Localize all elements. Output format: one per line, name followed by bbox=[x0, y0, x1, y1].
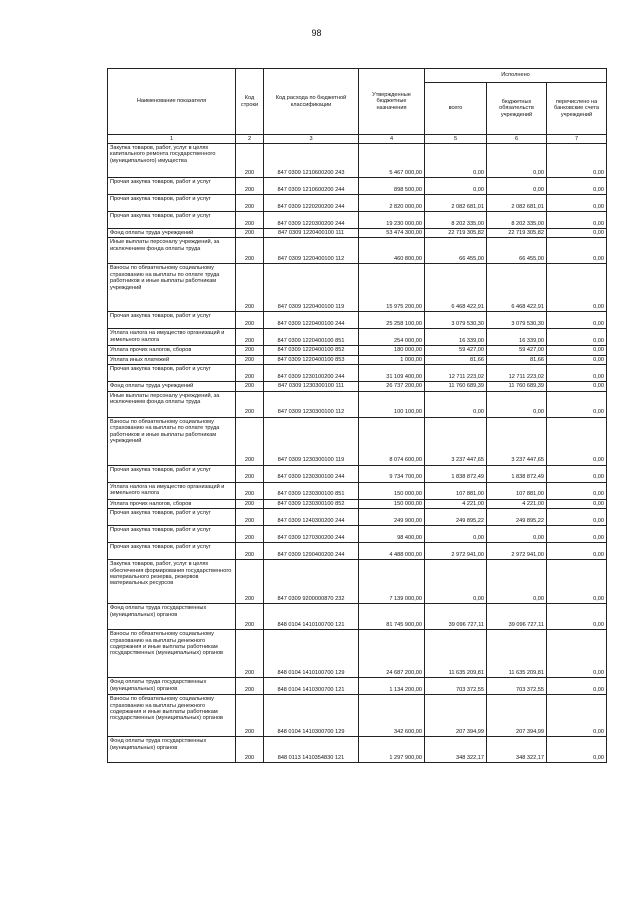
table-row bbox=[108, 391, 607, 417]
row-name: Взносы по обязательному социальному страхованию на выплаты по оплате труда работников и иные выплаты работникам учреждений bbox=[108, 264, 236, 312]
row-obligations: 8 202 335,00 bbox=[487, 212, 547, 229]
table-row bbox=[108, 630, 607, 678]
row-total: 66 455,00 bbox=[425, 238, 487, 264]
row-approved: 150 000,00 bbox=[359, 499, 425, 508]
row-name: Закупка товаров, работ, услуг в целях капитального ремонта государственного (муниципального) имущества bbox=[108, 144, 236, 178]
table-row bbox=[108, 499, 607, 508]
row-approved: 254 000,00 bbox=[359, 329, 425, 346]
row-budget-code: 847 0309 1220400100 119 bbox=[264, 264, 359, 312]
row-approved: 26 737 200,00 bbox=[359, 382, 425, 391]
row-budget-code: 847 0309 1210600200 243 bbox=[264, 144, 359, 178]
row-obligations: 249 895,22 bbox=[487, 509, 547, 526]
row-name: Взносы по обязательному социальному страхованию на выплаты денежного содержания и иные выплаты работникам государственных (муниципальных) органов bbox=[108, 695, 236, 737]
column-number: 7 bbox=[547, 135, 607, 144]
row-total: 3 079 530,30 bbox=[425, 312, 487, 329]
row-total: 8 202 335,00 bbox=[425, 212, 487, 229]
table-row bbox=[108, 365, 607, 382]
row-budget-code: 847 0309 1220400100 244 bbox=[264, 312, 359, 329]
row-name: Уплата иных платежей bbox=[108, 355, 236, 364]
row-budget-code: 847 0309 1270300200 244 bbox=[264, 526, 359, 543]
row-line-code: 200 bbox=[236, 229, 264, 238]
row-budget-code: 847 0309 1220300200 244 bbox=[264, 212, 359, 229]
row-obligations: 0,00 bbox=[487, 560, 547, 604]
row-approved: 31 109 400,00 bbox=[359, 365, 425, 382]
table-row bbox=[108, 329, 607, 346]
row-line-code: 200 bbox=[236, 630, 264, 678]
row-transferred: 0,00 bbox=[547, 229, 607, 238]
row-line-code: 200 bbox=[236, 312, 264, 329]
row-obligations: 81,66 bbox=[487, 355, 547, 364]
row-budget-code: 848 0113 1410354830 121 bbox=[264, 737, 359, 763]
row-line-code: 200 bbox=[236, 365, 264, 382]
table-row bbox=[108, 678, 607, 695]
row-line-code: 200 bbox=[236, 604, 264, 630]
table-row bbox=[108, 543, 607, 560]
row-line-code: 200 bbox=[236, 144, 264, 178]
table-row bbox=[108, 229, 607, 238]
table-row bbox=[108, 465, 607, 482]
row-budget-code: 848 0104 1410300700 121 bbox=[264, 678, 359, 695]
row-total: 1 838 872,49 bbox=[425, 465, 487, 482]
row-line-code: 200 bbox=[236, 543, 264, 560]
row-approved: 342 600,00 bbox=[359, 695, 425, 737]
row-budget-code: 847 0309 1210600200 244 bbox=[264, 178, 359, 195]
budget-execution-table bbox=[107, 68, 607, 763]
row-approved: 9 734 700,00 bbox=[359, 465, 425, 482]
table-row bbox=[108, 604, 607, 630]
table-row bbox=[108, 178, 607, 195]
row-total: 22 719 305,82 bbox=[425, 229, 487, 238]
row-name: Фонд оплаты труда государственных (муниципальных) органов bbox=[108, 678, 236, 695]
row-approved: 81 745 900,00 bbox=[359, 604, 425, 630]
row-total: 12 711 223,02 bbox=[425, 365, 487, 382]
row-obligations: 11 635 209,81 bbox=[487, 630, 547, 678]
row-name: Прочая закупка товаров, работ и услуг bbox=[108, 365, 236, 382]
row-budget-code: 848 0104 1410100700 121 bbox=[264, 604, 359, 630]
row-name: Взносы по обязательному социальному страхованию на выплаты денежного содержания и иные выплаты работникам государственных (муниципальных) органов bbox=[108, 630, 236, 678]
row-line-code: 200 bbox=[236, 212, 264, 229]
row-transferred: 0,00 bbox=[547, 195, 607, 212]
table-row bbox=[108, 382, 607, 391]
row-budget-code: 847 0309 1230300100 112 bbox=[264, 391, 359, 417]
row-obligations: 2 972 941,00 bbox=[487, 543, 547, 560]
row-approved: 98 400,00 bbox=[359, 526, 425, 543]
row-obligations: 22 719 305,82 bbox=[487, 229, 547, 238]
row-approved: 19 230 000,00 bbox=[359, 212, 425, 229]
row-transferred: 0,00 bbox=[547, 560, 607, 604]
row-budget-code: 847 0309 1220400100 111 bbox=[264, 229, 359, 238]
row-budget-code: 847 0309 1290400200 244 bbox=[264, 543, 359, 560]
row-transferred: 0,00 bbox=[547, 526, 607, 543]
table-row bbox=[108, 737, 607, 763]
row-total: 11 760 689,39 bbox=[425, 382, 487, 391]
table-row bbox=[108, 144, 607, 178]
row-obligations: 39 096 727,11 bbox=[487, 604, 547, 630]
row-total: 249 895,22 bbox=[425, 509, 487, 526]
row-total: 59 427,00 bbox=[425, 346, 487, 355]
row-transferred: 0,00 bbox=[547, 543, 607, 560]
table-row bbox=[108, 417, 607, 465]
row-name: Прочая закупка товаров, работ и услуг bbox=[108, 212, 236, 229]
row-obligations: 59 427,00 bbox=[487, 346, 547, 355]
column-number: 5 bbox=[425, 135, 487, 144]
row-obligations: 3 237 447,65 bbox=[487, 417, 547, 465]
row-line-code: 200 bbox=[236, 695, 264, 737]
page-number: 98 bbox=[311, 28, 322, 38]
row-total: 703 372,55 bbox=[425, 678, 487, 695]
row-line-code: 200 bbox=[236, 678, 264, 695]
row-name: Взносы по обязательному социальному страхованию на выплаты по оплате труда работников и иные выплаты работникам учреждений bbox=[108, 417, 236, 465]
row-name: Прочая закупка товаров, работ и услуг bbox=[108, 509, 236, 526]
row-budget-code: 847 0309 1230100200 244 bbox=[264, 365, 359, 382]
row-transferred: 0,00 bbox=[547, 604, 607, 630]
column-number: 2 bbox=[236, 135, 264, 144]
header-total: всего bbox=[425, 83, 487, 135]
row-name: Прочая закупка товаров, работ и услуг bbox=[108, 543, 236, 560]
table-row bbox=[108, 195, 607, 212]
row-name: Уплата прочих налогов, сборов bbox=[108, 499, 236, 508]
row-obligations: 2 082 681,01 bbox=[487, 195, 547, 212]
row-total: 0,00 bbox=[425, 144, 487, 178]
row-obligations: 0,00 bbox=[487, 178, 547, 195]
row-line-code: 200 bbox=[236, 465, 264, 482]
row-transferred: 0,00 bbox=[547, 329, 607, 346]
row-obligations: 11 760 689,39 bbox=[487, 382, 547, 391]
row-line-code: 200 bbox=[236, 499, 264, 508]
row-transferred: 0,00 bbox=[547, 346, 607, 355]
row-transferred: 0,00 bbox=[547, 355, 607, 364]
row-budget-code: 847 0309 1230300100 852 bbox=[264, 499, 359, 508]
row-total: 39 096 727,11 bbox=[425, 604, 487, 630]
header-name: Наименование показателя bbox=[108, 69, 236, 135]
table-row bbox=[108, 312, 607, 329]
row-total: 81,66 bbox=[425, 355, 487, 364]
row-obligations: 0,00 bbox=[487, 526, 547, 543]
row-obligations: 3 079 530,30 bbox=[487, 312, 547, 329]
row-budget-code: 847 0309 1220400100 851 bbox=[264, 329, 359, 346]
header-transferred: перечислено на банковские счета учреждений bbox=[547, 83, 607, 135]
header-approved: Утвержденные бюджетные назначения bbox=[359, 69, 425, 135]
header-budget-code: Код расхода по бюджетной классификации bbox=[264, 69, 359, 135]
row-total: 0,00 bbox=[425, 178, 487, 195]
row-name: Фонд оплаты труда учреждений bbox=[108, 382, 236, 391]
row-approved: 53 474 300,00 bbox=[359, 229, 425, 238]
row-transferred: 0,00 bbox=[547, 264, 607, 312]
row-name: Уплата налога на имущество организаций и земельного налога bbox=[108, 482, 236, 499]
row-transferred: 0,00 bbox=[547, 509, 607, 526]
row-transferred: 0,00 bbox=[547, 365, 607, 382]
row-total: 0,00 bbox=[425, 391, 487, 417]
row-name: Иные выплаты персоналу учреждений, за исключением фонда оплаты труда bbox=[108, 238, 236, 264]
row-line-code: 200 bbox=[236, 264, 264, 312]
row-budget-code: 847 0309 1230300100 851 bbox=[264, 482, 359, 499]
row-approved: 15 975 200,00 bbox=[359, 264, 425, 312]
table-row bbox=[108, 526, 607, 543]
row-name: Уплата прочих налогов, сборов bbox=[108, 346, 236, 355]
row-transferred: 0,00 bbox=[547, 178, 607, 195]
row-total: 11 635 209,81 bbox=[425, 630, 487, 678]
header-line-code: Код строки bbox=[236, 69, 264, 135]
row-obligations: 12 711 223,02 bbox=[487, 365, 547, 382]
row-budget-code: 848 0104 1410100700 129 bbox=[264, 630, 359, 678]
table-row bbox=[108, 509, 607, 526]
table-row bbox=[108, 212, 607, 229]
header-obligations: бюджетных обязательств учреждений bbox=[487, 83, 547, 135]
row-transferred: 0,00 bbox=[547, 695, 607, 737]
row-line-code: 200 bbox=[236, 329, 264, 346]
row-obligations: 348 322,17 bbox=[487, 737, 547, 763]
row-approved: 1 134 200,00 bbox=[359, 678, 425, 695]
row-approved: 180 000,00 bbox=[359, 346, 425, 355]
row-line-code: 200 bbox=[236, 391, 264, 417]
row-budget-code: 847 0309 1220400100 112 bbox=[264, 238, 359, 264]
row-line-code: 200 bbox=[236, 737, 264, 763]
column-number: 3 bbox=[264, 135, 359, 144]
row-transferred: 0,00 bbox=[547, 212, 607, 229]
row-name: Закупка товаров, работ, услуг в целях обеспечения формирования государственного материального резерва, резервов материальных ресурсов bbox=[108, 560, 236, 604]
row-total: 2 972 941,00 bbox=[425, 543, 487, 560]
row-name: Прочая закупка товаров, работ и услуг bbox=[108, 195, 236, 212]
table-row bbox=[108, 238, 607, 264]
row-obligations: 4 221,00 bbox=[487, 499, 547, 508]
row-transferred: 0,00 bbox=[547, 737, 607, 763]
row-name: Фонд оплаты труда государственных (муниципальных) органов bbox=[108, 604, 236, 630]
row-total: 4 221,00 bbox=[425, 499, 487, 508]
row-transferred: 0,00 bbox=[547, 238, 607, 264]
row-approved: 100 100,00 bbox=[359, 391, 425, 417]
row-line-code: 200 bbox=[236, 178, 264, 195]
row-obligations: 0,00 bbox=[487, 391, 547, 417]
row-budget-code: 847 0309 1220400100 852 bbox=[264, 346, 359, 355]
header-executed: Исполнено bbox=[425, 69, 607, 83]
row-total: 0,00 bbox=[425, 560, 487, 604]
row-name: Прочая закупка товаров, работ и услуг bbox=[108, 526, 236, 543]
row-line-code: 200 bbox=[236, 560, 264, 604]
row-transferred: 0,00 bbox=[547, 678, 607, 695]
row-budget-code: 847 0309 1230300100 111 bbox=[264, 382, 359, 391]
table-row bbox=[108, 482, 607, 499]
column-number: 6 bbox=[487, 135, 547, 144]
row-line-code: 200 bbox=[236, 417, 264, 465]
row-name: Фонд оплаты труда государственных (муниципальных) органов bbox=[108, 737, 236, 763]
table-row bbox=[108, 346, 607, 355]
table-row bbox=[108, 560, 607, 604]
row-total: 6 468 422,91 bbox=[425, 264, 487, 312]
row-name: Уплата налога на имущество организаций и земельного налога bbox=[108, 329, 236, 346]
row-budget-code: 848 0104 1410300700 129 bbox=[264, 695, 359, 737]
table-body bbox=[108, 144, 607, 763]
row-budget-code: 847 0309 1220200200 244 bbox=[264, 195, 359, 212]
row-total: 2 082 681,01 bbox=[425, 195, 487, 212]
row-total: 348 322,17 bbox=[425, 737, 487, 763]
header-column-numbers bbox=[108, 135, 607, 144]
column-number: 1 bbox=[108, 135, 236, 144]
row-transferred: 0,00 bbox=[547, 417, 607, 465]
row-total: 0,00 bbox=[425, 526, 487, 543]
row-obligations: 6 468 422,91 bbox=[487, 264, 547, 312]
row-approved: 150 000,00 bbox=[359, 482, 425, 499]
row-name: Иные выплаты персоналу учреждений, за исключением фонда оплаты труда bbox=[108, 391, 236, 417]
row-approved: 898 500,00 bbox=[359, 178, 425, 195]
table-row bbox=[108, 355, 607, 364]
row-name: Прочая закупка товаров, работ и услуг bbox=[108, 312, 236, 329]
row-approved: 24 687 200,00 bbox=[359, 630, 425, 678]
row-approved: 2 820 000,00 bbox=[359, 195, 425, 212]
row-name: Прочая закупка товаров, работ и услуг bbox=[108, 465, 236, 482]
row-total: 16 339,00 bbox=[425, 329, 487, 346]
row-transferred: 0,00 bbox=[547, 499, 607, 508]
row-line-code: 200 bbox=[236, 526, 264, 543]
row-budget-code: 847 0309 1220400100 853 bbox=[264, 355, 359, 364]
row-approved: 460 800,00 bbox=[359, 238, 425, 264]
row-line-code: 200 bbox=[236, 346, 264, 355]
row-obligations: 107 881,00 bbox=[487, 482, 547, 499]
row-approved: 7 139 000,00 bbox=[359, 560, 425, 604]
row-line-code: 200 bbox=[236, 238, 264, 264]
row-transferred: 0,00 bbox=[547, 465, 607, 482]
column-number: 4 bbox=[359, 135, 425, 144]
row-approved: 25 258 100,00 bbox=[359, 312, 425, 329]
row-transferred: 0,00 bbox=[547, 482, 607, 499]
row-obligations: 16 339,00 bbox=[487, 329, 547, 346]
row-approved: 249 900,00 bbox=[359, 509, 425, 526]
table-row bbox=[108, 695, 607, 737]
row-approved: 1 000,00 bbox=[359, 355, 425, 364]
row-line-code: 200 bbox=[236, 482, 264, 499]
row-obligations: 66 455,00 bbox=[487, 238, 547, 264]
row-approved: 1 297 900,00 bbox=[359, 737, 425, 763]
row-obligations: 703 372,55 bbox=[487, 678, 547, 695]
row-budget-code: 847 0309 9200000870 232 bbox=[264, 560, 359, 604]
row-total: 3 237 447,65 bbox=[425, 417, 487, 465]
row-transferred: 0,00 bbox=[547, 391, 607, 417]
row-name: Фонд оплаты труда учреждений bbox=[108, 229, 236, 238]
row-transferred: 0,00 bbox=[547, 382, 607, 391]
row-line-code: 200 bbox=[236, 195, 264, 212]
row-transferred: 0,00 bbox=[547, 630, 607, 678]
row-approved: 8 074 600,00 bbox=[359, 417, 425, 465]
row-budget-code: 847 0309 1230300100 119 bbox=[264, 417, 359, 465]
row-line-code: 200 bbox=[236, 382, 264, 391]
row-transferred: 0,00 bbox=[547, 144, 607, 178]
row-total: 207 394,99 bbox=[425, 695, 487, 737]
row-line-code: 200 bbox=[236, 509, 264, 526]
row-obligations: 1 838 872,49 bbox=[487, 465, 547, 482]
row-total: 107 881,00 bbox=[425, 482, 487, 499]
row-budget-code: 847 0309 1230300100 244 bbox=[264, 465, 359, 482]
row-approved: 5 467 000,00 bbox=[359, 144, 425, 178]
row-transferred: 0,00 bbox=[547, 312, 607, 329]
table-row bbox=[108, 264, 607, 312]
row-budget-code: 847 0309 1240300200 244 bbox=[264, 509, 359, 526]
row-approved: 4 488 000,00 bbox=[359, 543, 425, 560]
row-line-code: 200 bbox=[236, 355, 264, 364]
row-obligations: 0,00 bbox=[487, 144, 547, 178]
row-obligations: 207 394,99 bbox=[487, 695, 547, 737]
row-name: Прочая закупка товаров, работ и услуг bbox=[108, 178, 236, 195]
